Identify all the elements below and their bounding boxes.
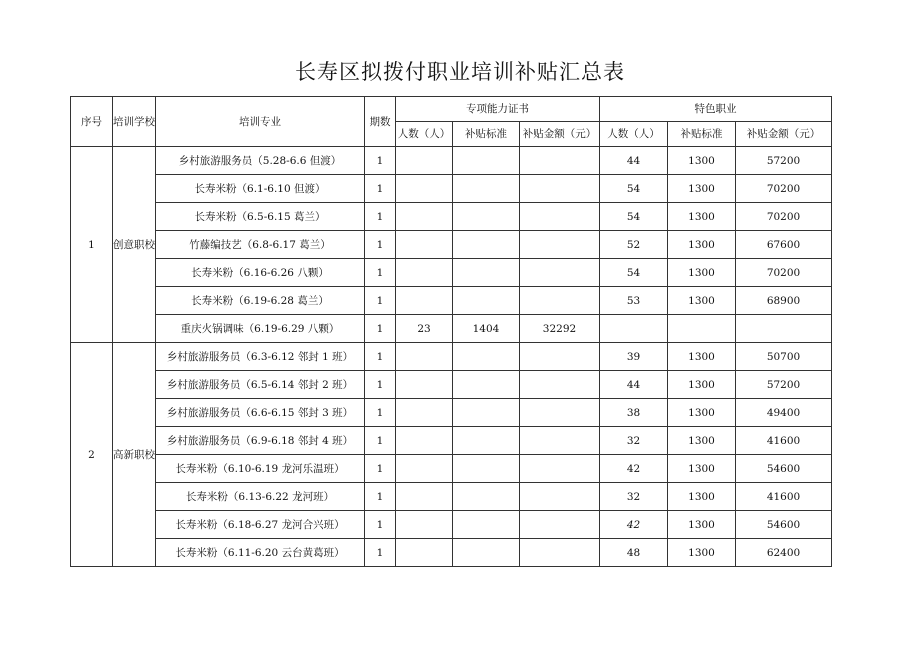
sp-amount-cell: 49400 (736, 399, 832, 427)
sp-amount-cell: 41600 (736, 427, 832, 455)
cert-people-cell (396, 259, 453, 287)
sp-amount-cell: 57200 (736, 371, 832, 399)
cert-amount-cell (520, 175, 600, 203)
header-cert-standard: 补贴标准 (453, 122, 520, 147)
table-row (71, 371, 832, 399)
periods-cell: 1 (365, 371, 396, 399)
school-cell: 高新职校 (113, 343, 156, 567)
major-cell: 乡村旅游服务员（6.5-6.14 邻封 2 班） (156, 371, 365, 399)
sp-people-cell: 52 (600, 231, 668, 259)
table-row (71, 259, 832, 287)
header-row-1 (71, 97, 832, 122)
sp-amount-cell: 70200 (736, 259, 832, 287)
cert-people-cell (396, 343, 453, 371)
sp-people-cell: 44 (600, 371, 668, 399)
cert-standard-cell (453, 455, 520, 483)
sp-amount-cell: 54600 (736, 455, 832, 483)
major-cell: 乡村旅游服务员（6.9-6.18 邻封 4 班） (156, 427, 365, 455)
sp-amount-cell: 41600 (736, 483, 832, 511)
table-row (71, 231, 832, 259)
cert-amount-cell (520, 287, 600, 315)
header-seq: 序号 (71, 97, 113, 147)
sp-standard-cell: 1300 (668, 399, 736, 427)
cert-people-cell (396, 203, 453, 231)
cert-amount-cell (520, 371, 600, 399)
cert-standard-cell (453, 511, 520, 539)
cert-standard-cell (453, 399, 520, 427)
cert-amount-cell (520, 203, 600, 231)
seq-cell: 2 (71, 343, 113, 567)
cert-standard-cell (453, 231, 520, 259)
table-row (71, 203, 832, 231)
periods-cell: 1 (365, 539, 396, 567)
sp-amount-cell (736, 315, 832, 343)
header-sp-amount: 补贴金额（元） (736, 122, 832, 147)
periods-cell: 1 (365, 315, 396, 343)
table-row (71, 287, 832, 315)
cert-people-cell (396, 231, 453, 259)
cert-people-cell (396, 455, 453, 483)
table-row (71, 399, 832, 427)
cert-standard-cell: 1404 (453, 315, 520, 343)
periods-cell: 1 (365, 175, 396, 203)
sp-amount-cell: 54600 (736, 511, 832, 539)
major-cell: 长寿米粉（6.19-6.28 葛兰） (156, 287, 365, 315)
cert-people-cell (396, 175, 453, 203)
cert-people-cell (396, 399, 453, 427)
cert-standard-cell (453, 175, 520, 203)
periods-cell: 1 (365, 231, 396, 259)
major-cell: 长寿米粉（6.11-6.20 云台黄葛班） (156, 539, 365, 567)
sp-people-cell: 42 (600, 455, 668, 483)
periods-cell: 1 (365, 147, 396, 175)
sp-standard-cell: 1300 (668, 259, 736, 287)
cert-amount-cell (520, 455, 600, 483)
header-sp-standard: 补贴标准 (668, 122, 736, 147)
sp-people-cell: 32 (600, 427, 668, 455)
cert-standard-cell (453, 259, 520, 287)
table-row (71, 455, 832, 483)
header-major: 培训专业 (156, 97, 365, 147)
sp-people-cell: 39 (600, 343, 668, 371)
sp-amount-cell: 50700 (736, 343, 832, 371)
header-special-group: 特色职业 (600, 97, 832, 122)
sp-standard-cell: 1300 (668, 427, 736, 455)
cert-people-cell (396, 287, 453, 315)
sp-people-cell: 53 (600, 287, 668, 315)
sp-standard-cell: 1300 (668, 175, 736, 203)
periods-cell: 1 (365, 455, 396, 483)
sp-people-cell: 48 (600, 539, 668, 567)
periods-cell: 1 (365, 259, 396, 287)
cert-standard-cell (453, 427, 520, 455)
cert-standard-cell (453, 287, 520, 315)
table-row (71, 427, 832, 455)
periods-cell: 1 (365, 427, 396, 455)
periods-cell: 1 (365, 343, 396, 371)
major-cell: 乡村旅游服务员（6.3-6.12 邻封 1 班） (156, 343, 365, 371)
page-title: 长寿区拟拨付职业培训补贴汇总表 (295, 60, 625, 84)
header-periods: 期数 (365, 97, 396, 147)
cert-amount-cell (520, 511, 600, 539)
cert-people-cell (396, 371, 453, 399)
table-row (71, 315, 832, 343)
major-cell: 长寿米粉（6.18-6.27 龙河合兴班） (156, 511, 365, 539)
table-row (71, 539, 832, 567)
sp-standard-cell: 1300 (668, 371, 736, 399)
school-cell: 创意职校 (113, 147, 156, 343)
cert-amount-cell (520, 343, 600, 371)
sp-standard-cell: 1300 (668, 511, 736, 539)
sp-people-cell: 32 (600, 483, 668, 511)
sp-amount-cell: 57200 (736, 147, 832, 175)
sp-people-cell: 44 (600, 147, 668, 175)
sp-people-cell: 42 (600, 511, 668, 539)
cert-standard-cell (453, 147, 520, 175)
periods-cell: 1 (365, 511, 396, 539)
periods-cell: 1 (365, 483, 396, 511)
sp-standard-cell: 1300 (668, 147, 736, 175)
cert-standard-cell (453, 203, 520, 231)
major-cell: 长寿米粉（6.1-6.10 但渡） (156, 175, 365, 203)
sp-standard-cell: 1300 (668, 483, 736, 511)
major-cell: 重庆火锅调味（6.19-6.29 八颗） (156, 315, 365, 343)
cert-people-cell (396, 427, 453, 455)
sp-people-cell: 54 (600, 175, 668, 203)
cert-people-cell (396, 539, 453, 567)
header-sp-people: 人数（人） (600, 122, 668, 147)
header-cert-group: 专项能力证书 (396, 97, 600, 122)
sp-standard-cell: 1300 (668, 203, 736, 231)
sp-standard-cell: 1300 (668, 231, 736, 259)
table-row (71, 147, 832, 175)
sp-standard-cell: 1300 (668, 539, 736, 567)
sp-people-cell: 38 (600, 399, 668, 427)
sp-amount-cell: 67600 (736, 231, 832, 259)
sp-amount-cell: 70200 (736, 175, 832, 203)
header-school: 培训学校 (113, 97, 156, 147)
cert-standard-cell (453, 343, 520, 371)
cert-standard-cell (453, 371, 520, 399)
major-cell: 长寿米粉（6.16-6.26 八颗） (156, 259, 365, 287)
sp-amount-cell: 62400 (736, 539, 832, 567)
cert-amount-cell (520, 399, 600, 427)
sp-people-cell: 54 (600, 203, 668, 231)
subsidy-summary-table (70, 96, 832, 567)
sp-amount-cell: 70200 (736, 203, 832, 231)
major-cell: 竹藤编技艺（6.8-6.17 葛兰） (156, 231, 365, 259)
cert-amount-cell (520, 259, 600, 287)
sp-standard-cell (668, 315, 736, 343)
cert-people-cell (396, 147, 453, 175)
periods-cell: 1 (365, 399, 396, 427)
sp-people-cell (600, 315, 668, 343)
table-row (71, 343, 832, 371)
header-cert-people: 人数（人） (396, 122, 453, 147)
sp-amount-cell: 68900 (736, 287, 832, 315)
sp-standard-cell: 1300 (668, 287, 736, 315)
sp-standard-cell: 1300 (668, 455, 736, 483)
cert-amount-cell (520, 147, 600, 175)
major-cell: 长寿米粉（6.5-6.15 葛兰） (156, 203, 365, 231)
cert-people-cell (396, 483, 453, 511)
cert-amount-cell (520, 231, 600, 259)
cert-people-cell: 23 (396, 315, 453, 343)
cert-amount-cell (520, 539, 600, 567)
cert-standard-cell (453, 483, 520, 511)
table-row (71, 511, 832, 539)
cert-amount-cell (520, 427, 600, 455)
cert-people-cell (396, 511, 453, 539)
major-cell: 长寿米粉（6.10-6.19 龙河乐温班） (156, 455, 365, 483)
table-row (71, 483, 832, 511)
major-cell: 乡村旅游服务员（5.28-6.6 但渡） (156, 147, 365, 175)
periods-cell: 1 (365, 203, 396, 231)
periods-cell: 1 (365, 287, 396, 315)
major-cell: 乡村旅游服务员（6.6-6.15 邻封 3 班） (156, 399, 365, 427)
cert-amount-cell: 32292 (520, 315, 600, 343)
sp-standard-cell: 1300 (668, 343, 736, 371)
cert-standard-cell (453, 539, 520, 567)
table-row (71, 175, 832, 203)
major-cell: 长寿米粉（6.13-6.22 龙河班） (156, 483, 365, 511)
seq-cell: 1 (71, 147, 113, 343)
cert-amount-cell (520, 483, 600, 511)
header-cert-amount: 补贴金额（元） (520, 122, 600, 147)
sp-people-cell: 54 (600, 259, 668, 287)
